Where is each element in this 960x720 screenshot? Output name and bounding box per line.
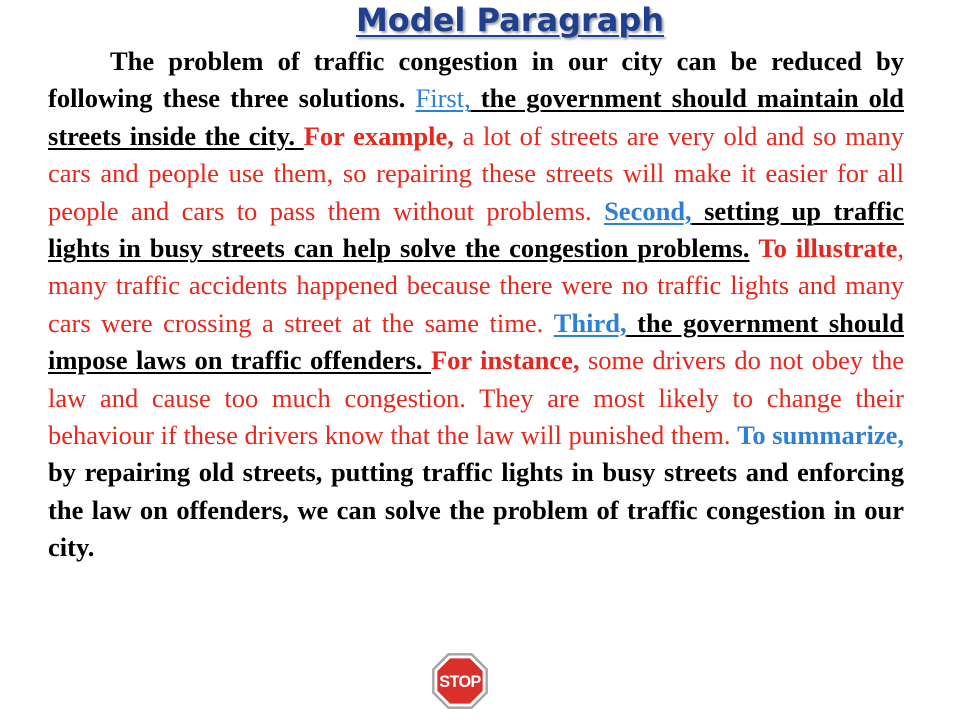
stop-sign-icon [431,652,489,710]
page-title: Model Paragraph [355,1,665,39]
to-illustrate-marker: To illustrate [758,233,898,264]
summary-text: by repairing old streets, putting traffic lights in busy streets and enforcing the law on offenders, we can solve the problem of traffic congestion in our city. [48,457,904,563]
intro-sentence: The problem of traffic congestion in our city can be reduced by following these three solutions. [48,46,904,114]
to-summarize-marker: To summarize, [737,420,904,451]
first-marker: First, [415,83,471,114]
third-topic-sentence: the government should impose laws on traffic offenders. [48,307,904,376]
for-example-marker: For example, [303,120,454,151]
illustrate-text: , many traffic accidents happened because there were no traffic lights and many cars were crossing a street at the same time. [48,233,904,338]
first-topic-sentence: the government should maintain old streets inside the city. [48,83,904,151]
second-topic-sentence: setting up traffic lights in busy streets can help solve the congestion problems. [48,195,904,264]
for-instance-marker: For instance, [431,345,580,376]
third-marker: Third, [553,307,627,338]
stop-sign-label: STOP [439,672,481,691]
example-text: a lot of streets are very old and so many cars and people use them, so repairing these streets will make it easier for all people and cars to pass them without problems. [48,120,905,226]
model-paragraph [48,43,904,567]
instance-text: some drivers do not obey the law and cause too much congestion. They are most likely to change their behaviour if these drivers know that the law will punished them. [48,345,904,451]
second-marker: Second, [604,195,692,226]
